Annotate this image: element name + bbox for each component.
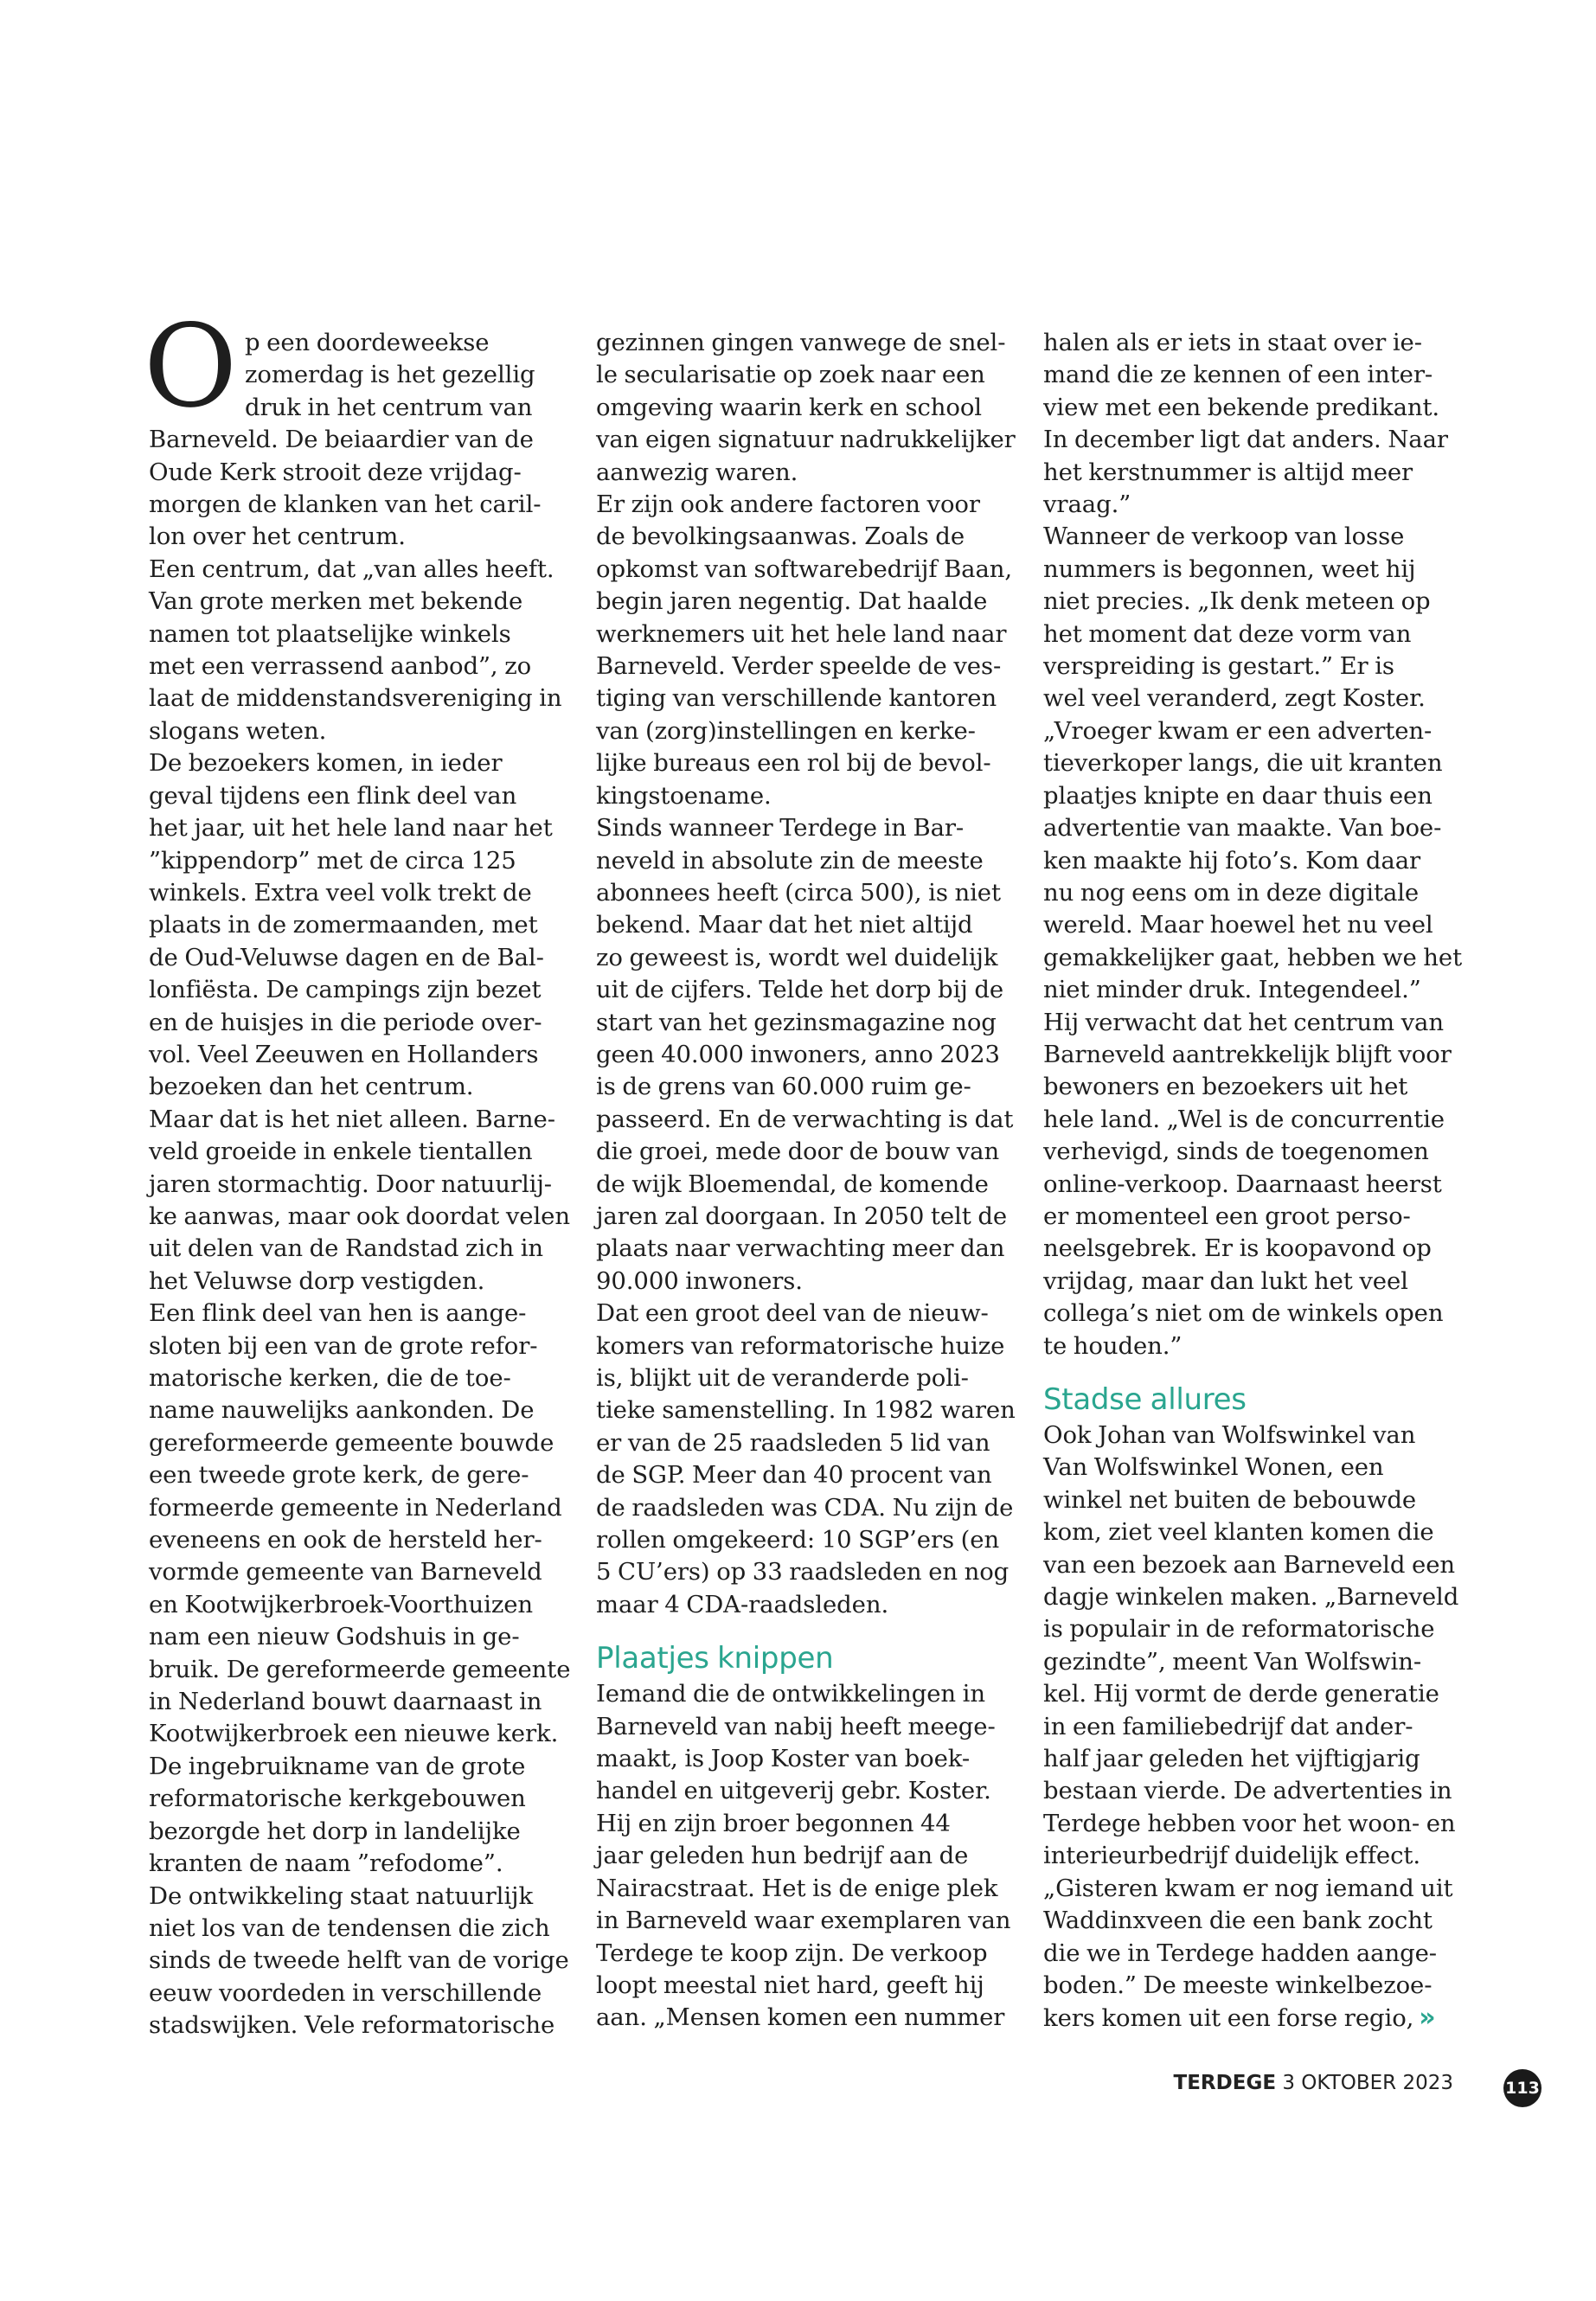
text-line: kranten de naam ”refodome”. [149,1849,503,1878]
text-line: er van de 25 raadsleden 5 lid van [596,1428,990,1457]
text-line: vraag.” [1043,490,1131,519]
text-line: eveneens en ook de hersteld her- [149,1526,542,1554]
text-line: in Nederland bouwt daarnaast in [149,1688,542,1716]
text-line: sinds de tweede helft van de vorige [149,1946,569,1975]
text-line: gemakkelijker gaat, hebben we het [1043,943,1463,971]
text-line: verspreiding is gestart.” Er is [1043,652,1394,681]
text-line: advertentie van maakte. Van boe- [1043,814,1442,843]
text-line: niet minder druk. Integendeel.” [1043,976,1421,1004]
text-line: bezorgde het dorp in landelijke [149,1817,521,1845]
text-line: zo geweest is, wordt wel duidelijk [596,943,998,971]
article-column-1 [144,300,573,2042]
text-line: opkomst van softwarebedrijf Baan, [596,554,1013,583]
column-3-text-b [1043,1420,1467,2035]
text-line: van eigen signatuur nadrukkelijker [596,426,1016,454]
text-line: bezoeken dan het centrum. [149,1073,474,1101]
text-line: kel. Hij vormt de derde generatie [1043,1680,1439,1708]
text-line: plaatjes knipte en daar thuis een [1043,781,1433,810]
text-line: lonfiësta. De campings zijn bezet [149,976,542,1004]
text-line: wereld. Maar hoewel het nu veel [1043,911,1433,939]
text-line: collega’s niet om de winkels open [1043,1299,1444,1328]
text-line: kom, ziet veel klanten komen die [1043,1518,1434,1547]
text-line: stadswijken. Vele reformatorische [149,2011,555,2040]
text-line: Barneveld. Verder speelde de ves- [596,652,1002,681]
text-line: vol. Veel Zeeuwen en Hollanders [149,1040,539,1068]
text-line: lon over het centrum. [149,522,406,551]
text-line: mand die ze kennen of een inter- [1043,361,1433,389]
text-line: winkels. Extra veel volk trekt de [149,878,532,907]
text-line: begin jaren negentig. Dat haalde [596,587,988,616]
text-line: De ingebruikname van de grote [149,1752,526,1780]
text-line: laat de middenstandsvereniging in [149,684,562,713]
text-line: nummers is begonnen, weet hij [1043,554,1416,583]
text-line: matorische kerken, die de toe- [149,1364,511,1392]
text-line: Er zijn ook andere factoren voor [596,490,980,519]
text-line: Ook Johan van Wolfswinkel van [1043,1421,1416,1449]
text-line: Sinds wanneer Terdege in Bar- [596,814,965,843]
text-line: in Barneveld waar exemplaren van [596,1907,1011,1935]
text-line: zomerdag is het gezellig [245,361,535,389]
text-line: passeerd. En de verwachting is dat [596,1105,1014,1133]
text-line: p een doordeweekse [245,329,490,356]
text-line: verhevigd, sinds de toegenomen [1043,1138,1429,1166]
text-line: wel veel veranderd, zegt Koster. [1043,684,1426,713]
text-line: Maar dat is het niet alleen. Barne- [149,1105,555,1133]
text-line: sloten bij een van de grote refor- [149,1331,538,1360]
text-line: „Vroeger kwam er een adverten- [1043,716,1433,745]
text-line: omgeving waarin kerk en school [596,393,982,421]
text-line: veld groeide in enkele tientallen [149,1138,533,1166]
drop-cap: O [144,300,238,433]
text-line: vormde gemeente van Barneveld [149,1558,542,1586]
text-line: de Oud-Veluwse dagen en de Bal- [149,943,544,971]
text-line: nu nog eens om in deze digitale [1043,878,1420,907]
subheading-stadse-allures: Stadse allures [1043,1382,1247,1417]
column-2-text-a [596,327,1020,1621]
text-line: start van het gezinsmagazine nog [596,1008,997,1036]
text-line: jaren zal doorgaan. In 2050 telt de [596,1202,1007,1230]
text-line: lijke bureaus een rol bij de bevol- [596,749,991,778]
text-line: Barneveld van nabij heeft meege- [596,1712,996,1740]
text-line: geen 40.000 inwoners, anno 2023 [596,1040,1000,1068]
text-line: De bezoekers komen, in ieder [149,749,503,778]
text-line: geval tijdens een flink deel van [149,781,517,810]
text-line: half jaar geleden het vijftigjarig [1043,1745,1420,1773]
text-line: het kerstnummer is altijd meer [1043,458,1413,486]
issue-date: 3 OKTOBER 2023 [1282,2072,1453,2094]
text-line: neelsgebrek. Er is koopavond op [1043,1234,1432,1263]
text-line: vrijdag, maar dan lukt het veel [1043,1266,1408,1295]
text-line: neveld in absolute zin de meeste [596,846,984,875]
text-line: Nairacstraat. Het is de enige plek [596,1874,998,1902]
text-line: aan. „Mensen komen een nummer [596,2003,1005,2032]
text-line: reformatorische kerkgebouwen [149,1785,526,1813]
text-line: plaats naar verwachting meer dan [596,1234,1005,1263]
text-line: Waddinxveen die een bank zocht [1043,1907,1433,1935]
text-line: de SGP. Meer dan 40 procent van [596,1461,992,1490]
text-line: werknemers uit het hele land naar [596,619,1007,648]
text-line: niet precies. „Ik denk meteen op [1043,587,1431,616]
text-line: online-verkoop. Daarnaast heerst [1043,1170,1442,1198]
page-number-badge: 113 [1503,2069,1542,2107]
text-line: uit delen van de Randstad zich in [149,1234,543,1263]
text-line: interieurbedrijf duidelijk effect. [1043,1842,1420,1870]
text-line: De ontwikkeling staat natuurlijk [149,1881,534,1910]
text-line: een tweede grote kerk, de gere- [149,1461,529,1490]
text-line: winkel net buiten de bebouwde [1043,1485,1417,1514]
text-line: ken maakte hij foto’s. Kom daar [1043,846,1421,875]
text-line: slogans weten. [149,716,327,745]
text-line: komers van reformatorische huize [596,1331,1005,1360]
text-line: het Veluwse dorp vestigden. [149,1266,485,1295]
text-line: le secularisatie op zoek naar een [596,361,985,389]
text-line: Wanneer de verkoop van losse [1043,522,1405,551]
text-line: bestaan vierde. De advertenties in [1043,1777,1452,1805]
page-footer [1168,2067,1453,2099]
text-line: niet los van de tendensen die zich [149,1913,550,1942]
text-line: halen als er iets in staat over ie- [1043,329,1422,356]
text-line: het moment dat deze vorm van [1043,619,1412,648]
text-line: nam een nieuw Godshuis in ge- [149,1623,520,1651]
text-line: tieverkoper langs, die uit kranten [1043,749,1443,778]
text-line: plaats in de zomermaanden, met [149,911,538,939]
text-line: Van grote merken met bekende [149,587,523,616]
text-line: de bevolkingsaanwas. Zoals de [596,522,965,551]
text-line: is, blijkt uit de veranderde poli- [596,1364,969,1392]
text-line: te houden.” [1043,1331,1183,1360]
continue-arrow-icon: » [1419,2003,1436,2034]
text-line: die we in Terdege hadden aange- [1043,1939,1437,1967]
text-line: in een familiebedrijf dat ander- [1043,1712,1413,1740]
text-line: name nauwelijks aankonden. De [149,1396,535,1425]
text-line: is de grens van 60.000 ruim ge- [596,1073,971,1101]
magazine-name: TERDEGE [1173,2072,1277,2094]
text-line: „Gisteren kwam er nog iemand uit [1043,1874,1453,1902]
text-line: gereformeerde gemeente bouwde [149,1428,554,1457]
text-line: Oude Kerk strooit deze vrijdag- [149,458,522,486]
text-line: uit de cijfers. Telde het dorp bij de [596,976,1004,1004]
text-line: kingstoename. [596,781,772,810]
text-line: aanwezig waren. [596,458,798,486]
subheading-plaatjes-knippen: Plaatjes knippen [596,1641,834,1676]
text-line: Hij verwacht dat het centrum van [1043,1008,1444,1036]
text-line: het jaar, uit het hele land naar het [149,814,553,843]
text-line: Een centrum, dat „van alles heeft. [149,554,554,583]
text-line: van een bezoek aan Barneveld een [1043,1550,1455,1579]
text-line: In december ligt dat anders. Naar [1043,426,1448,454]
text-line: druk in het centrum van [245,393,533,421]
text-line: maakt, is Joop Koster van boek- [596,1745,971,1773]
text-line: Barneveld. De beiaardier van de [149,426,534,454]
text-line: gezindte”, meent Van Wolfswin- [1043,1647,1422,1676]
article-column-2 [596,327,1020,2035]
text-line: Van Wolfswinkel Wonen, een [1043,1453,1384,1482]
text-line: tiging van verschillende kantoren [596,684,997,713]
text-line: en Kootwijkerbroek-Voorthuizen [149,1590,534,1618]
text-line: morgen de klanken van het caril- [149,490,542,519]
text-line: Dat een groot deel van de nieuw- [596,1299,989,1328]
column-2-text-b [596,1678,1020,2034]
text-line: ke aanwas, maar ook doordat velen [149,1202,570,1230]
text-line: handel en uitgeverij gebr. Koster. [596,1777,991,1805]
text-line: de wijk Bloemendal, de komende [596,1170,989,1198]
text-line: dagje winkelen maken. „Barneveld [1043,1583,1459,1612]
text-line: er momenteel een groot perso- [1043,1202,1411,1230]
text-line: Hij en zijn broer begonnen 44 [596,1809,951,1837]
text-line: 5 CU’ers) op 33 raadsleden en nog [596,1558,1010,1586]
text-line: boden.” De meeste winkelbezoe- [1043,1971,1433,1999]
text-line: gezinnen gingen vanwege de snel- [596,329,1006,356]
text-line: loopt meestal niet hard, geeft hij [596,1971,984,1999]
column-3-text-a [1043,327,1467,1362]
text-line: de raadsleden was CDA. Nu zijn de [596,1493,1014,1522]
text-line: Kootwijkerbroek een nieuwe kerk. [149,1720,559,1748]
text-line: jaren stormachtig. Door natuurlij- [149,1170,552,1198]
text-line: ”kippendorp” met de circa 125 [149,846,516,875]
text-line: eeuw voordeden in verschillende [149,1978,542,2007]
text-line: bewoners en bezoekers uit het [1043,1073,1408,1101]
text-line: hele land. „Wel is de concurrentie [1043,1105,1445,1133]
text-line: tieke samenstelling. In 1982 waren [596,1396,1016,1425]
text-line: 90.000 inwoners. [596,1266,803,1295]
text-line: rollen omgekeerd: 10 SGP’ers (en [596,1526,1000,1554]
text-line: jaar geleden hun bedrijf aan de [596,1842,969,1870]
text-line: Terdege hebben voor het woon- en [1043,1809,1456,1837]
text-line: bekend. Maar dat het niet altijd [596,911,973,939]
text-line: met een verrassend aanbod”, zo [149,652,532,681]
text-line: en de huisjes in die periode over- [149,1008,542,1036]
text-line: abonnees heeft (circa 500), is niet [596,878,1001,907]
text-line: view met een bekende predikant. [1043,393,1440,421]
text-line: maar 4 CDA-raadsleden. [596,1590,889,1618]
text-line: Een flink deel van hen is aange- [149,1299,527,1328]
article-column-3 [1043,327,1467,2035]
column-1-text [149,327,573,2042]
text-line: Terdege te koop zijn. De verkoop [596,1939,988,1967]
text-line: formeerde gemeente in Nederland [149,1493,562,1522]
text-line: die groei, mede door de bouw van [596,1138,1000,1166]
text-line: kers komen uit een forse regio, » [1043,2003,1436,2034]
text-line: is populair in de reformatorische [1043,1615,1435,1644]
text-line: Barneveld aantrekkelijk blijft voor [1043,1040,1452,1068]
text-line: namen tot plaatselijke winkels [149,619,511,648]
text-line: van (zorg)instellingen en kerke- [596,716,976,745]
text-line: bruik. De gereformeerde gemeente [149,1655,571,1683]
text-line: Iemand die de ontwikkelingen in [596,1680,985,1708]
